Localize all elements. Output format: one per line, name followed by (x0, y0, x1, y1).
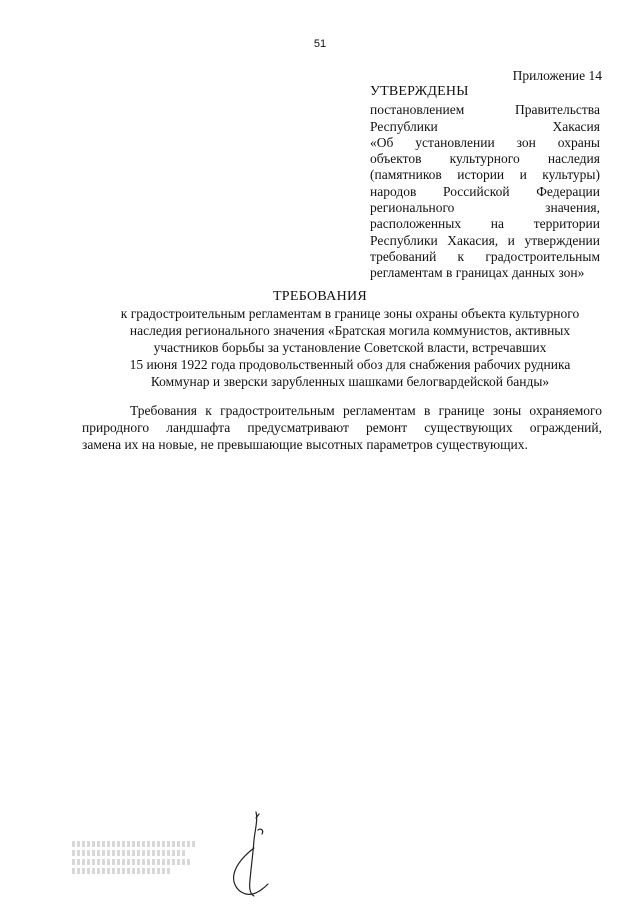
approved-title: УТВЕРЖДЕНЫ (370, 84, 469, 99)
requirements-subtitle (100, 305, 600, 390)
approval-line: народов Российской Федерации (370, 183, 600, 199)
approval-line: постановлением Правительства (370, 102, 600, 118)
appendix-label: Приложение 14 (512, 68, 602, 83)
subtitle-line: 15 июня 1922 года продовольственный обоз для снабжения рабочих рудника (129, 357, 571, 372)
approval-line: требований к градостроительным (370, 248, 600, 264)
approval-line: Республики Хакасия, и утверждении (370, 232, 600, 248)
body-line: природного ландшафта предусматривают ремонт существующих ограждений, (82, 420, 602, 435)
approval-line: расположенных на территории (370, 216, 600, 232)
approval-line: «Об установлении зон охраны (370, 134, 600, 150)
body-line: Требования к градостроительным регламентам в границе зоны охраняемого (130, 403, 602, 418)
page-number: 51 (313, 38, 327, 50)
subtitle-line: наследия регионального значения «Братская могила коммунистов, активных (129, 323, 571, 338)
subtitle-line: Коммунар и зверски зарубленных шашками белогвардейской банды» (150, 374, 550, 389)
approval-line: регламентам в границах данных зон» (370, 265, 585, 281)
requirements-body (82, 402, 602, 453)
faded-stamp (72, 838, 196, 888)
requirements-title: ТРЕБОВАНИЯ (272, 289, 368, 304)
approval-line: объектов культурного наследия (370, 151, 600, 167)
approval-line: (памятников истории и культуры) (370, 167, 600, 183)
body-line: замена их на новые, не превышающие высотных параметров существующих. (82, 437, 528, 452)
approval-line: Республики Хакасия (370, 118, 600, 134)
subtitle-line: к градостроительным регламентам в границе зоны охраны объекта культурного (120, 306, 580, 321)
signature (228, 808, 278, 900)
approval-line: регионального значения, (370, 200, 600, 216)
approval-block (370, 84, 600, 282)
subtitle-line: участников борьбы за установление Советской власти, встречавших (153, 340, 547, 355)
